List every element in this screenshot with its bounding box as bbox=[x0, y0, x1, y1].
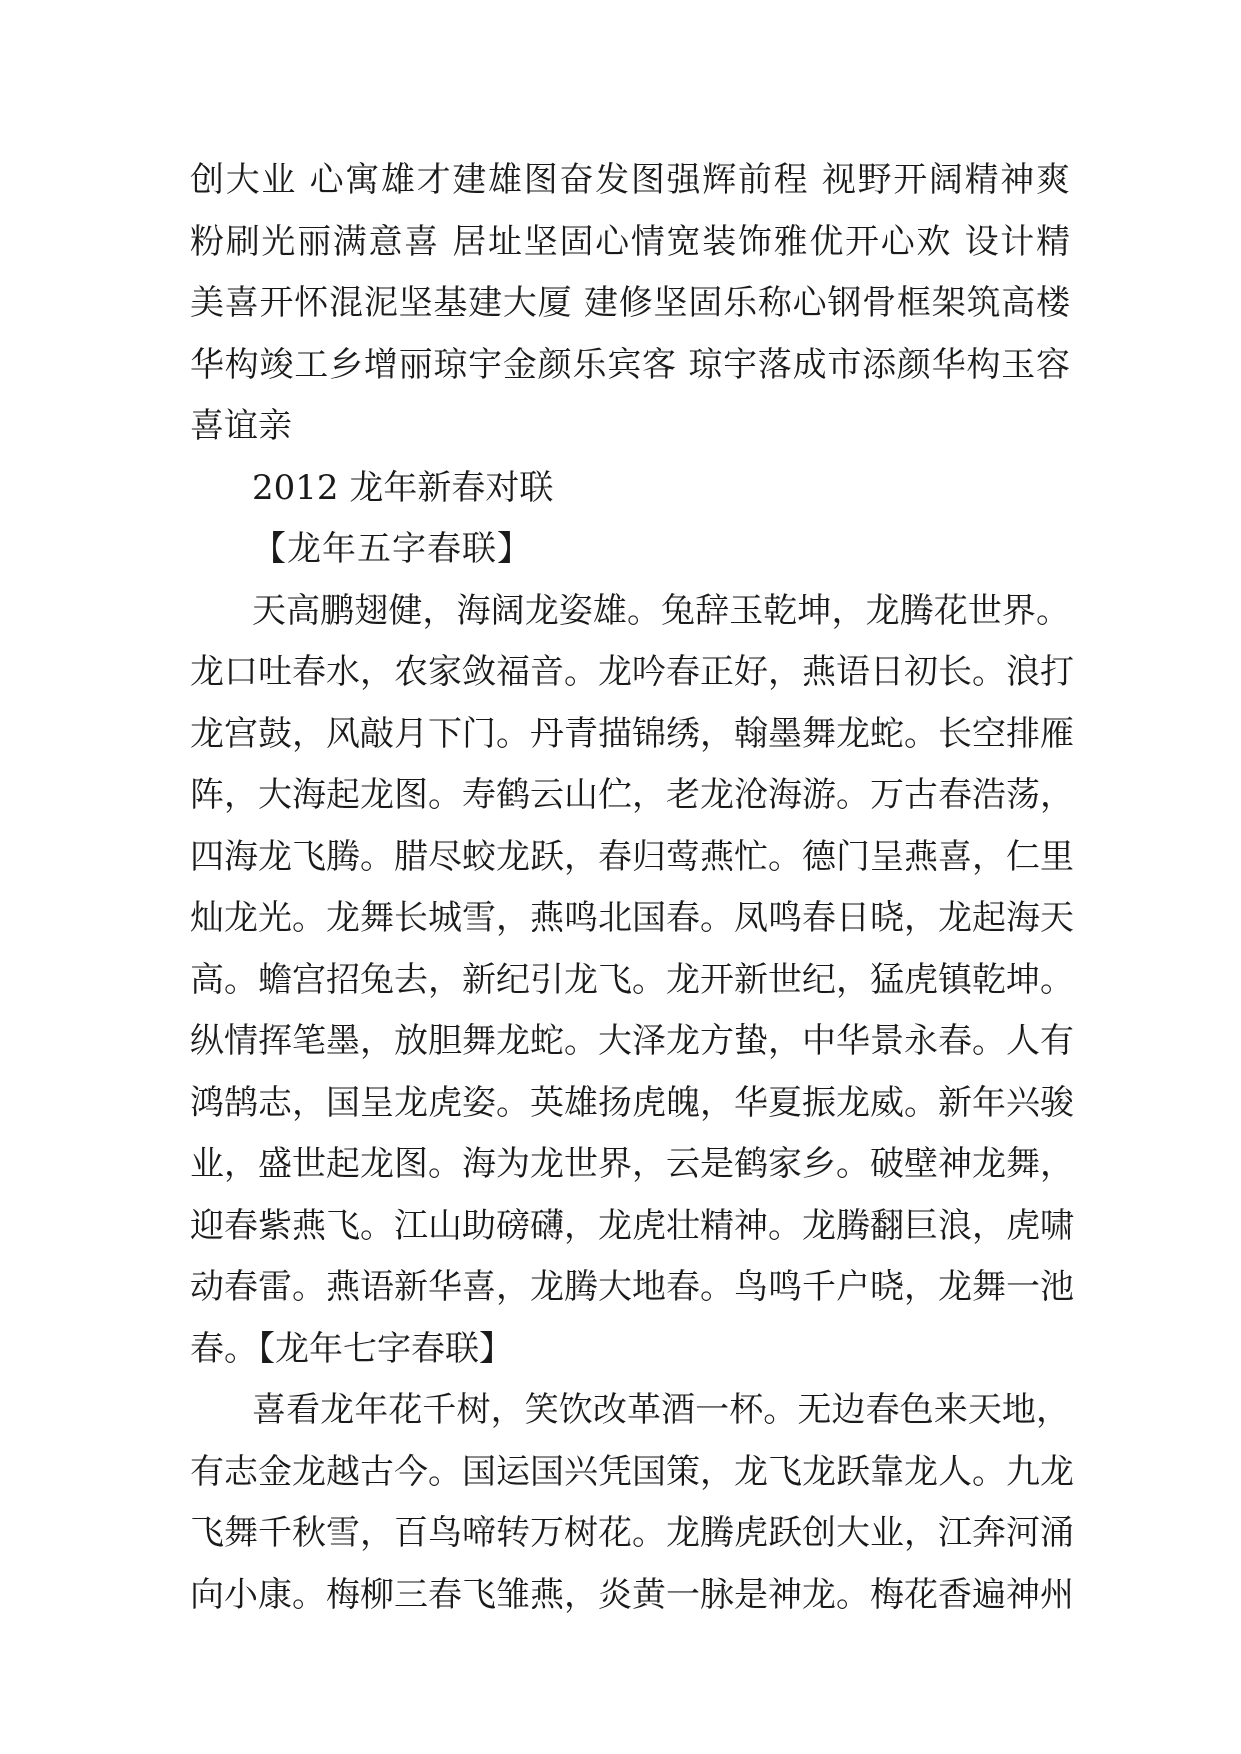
text-line: 华构竣工乡增丽琼宇金颜乐宾客 琼宇落成市添颜华构玉容 bbox=[190, 344, 1070, 385]
text-line: 业，盛世起龙图。海为龙世界，云是鹤家乡。破壁神龙舞， bbox=[190, 1144, 1074, 1184]
section-heading-five-char: 【龙年五字春联】 bbox=[252, 529, 532, 569]
text-line: 美喜开怀混泥坚基建大厦 建修坚固乐称心钢骨框架筑高楼 bbox=[190, 283, 1070, 323]
text-line: 动春雷。燕语新华喜，龙腾大地春。鸟鸣千户晓，龙舞一池 bbox=[190, 1267, 1074, 1307]
text-line: 春。【龙年七字春联】 bbox=[190, 1328, 513, 1369]
text-line: 鸿鹄志，国呈龙虎姿。英雄扬虎魄，华夏振龙威。新年兴骏 bbox=[190, 1082, 1074, 1123]
text-line: 迎春紫燕飞。江山助磅礴，龙虎壮精神。龙腾翻巨浪，虎啸 bbox=[190, 1205, 1074, 1246]
text-line: 飞舞千秋雪，百鸟啼转万树花。龙腾虎跃创大业，江奔河涌 bbox=[190, 1513, 1074, 1553]
text-line: 纵情挥笔墨，放胆舞龙蛇。大泽龙方蛰，中华景永春。人有 bbox=[190, 1021, 1074, 1061]
text-line: 高。蟾宫招兔去，新纪引龙飞。龙开新世纪，猛虎镇乾坤。 bbox=[190, 959, 1074, 1000]
text-line: 龙宫鼓，风敲月下门。丹青描锦绣，翰墨舞龙蛇。长空排雁 bbox=[190, 713, 1074, 754]
text-line: 灿龙光。龙舞长城雪，燕鸣北国春。凤鸣春日晓，龙起海天 bbox=[190, 898, 1074, 938]
intro-paragraph bbox=[190, 150, 1070, 458]
text-line: 喜看龙年花千树，笑饮改革酒一杯。无边春色来天地， bbox=[252, 1390, 1070, 1430]
seven-char-couplets-paragraph bbox=[190, 1380, 1074, 1626]
text-line: 天高鹏翅健，海阔龙姿雄。兔辞玉乾坤，龙腾花世界。 bbox=[252, 590, 1070, 631]
document-title: 2012 龙年新春对联 bbox=[252, 467, 554, 508]
text-line: 喜谊亲 bbox=[190, 406, 292, 446]
text-line: 向小康。梅柳三春飞雏燕，炎黄一脉是神龙。梅花香遍神州 bbox=[190, 1574, 1074, 1615]
text-line: 龙口吐春水，农家敛福音。龙吟春正好，燕语日初长。浪打 bbox=[190, 652, 1074, 692]
text-line: 阵，大海起龙图。寿鹤云山伫，老龙沧海游。万古春浩荡， bbox=[190, 775, 1074, 815]
text-line: 有志金龙越古今。国运国兴凭国策，龙飞龙跃靠龙人。九龙 bbox=[190, 1451, 1074, 1492]
text-line: 创大业 心寓雄才建雄图奋发图强辉前程 视野开阔精神爽 bbox=[190, 160, 1070, 200]
text-line: 四海龙飞腾。腊尽蛟龙跃，春归莺燕忙。德门呈燕喜，仁里 bbox=[190, 836, 1074, 877]
text-line: 粉刷光丽满意喜 居址坚固心情宽装饰雅优开心欢 设计精 bbox=[190, 221, 1070, 262]
document-body bbox=[190, 150, 1074, 1626]
five-char-couplets-paragraph bbox=[190, 581, 1074, 1381]
